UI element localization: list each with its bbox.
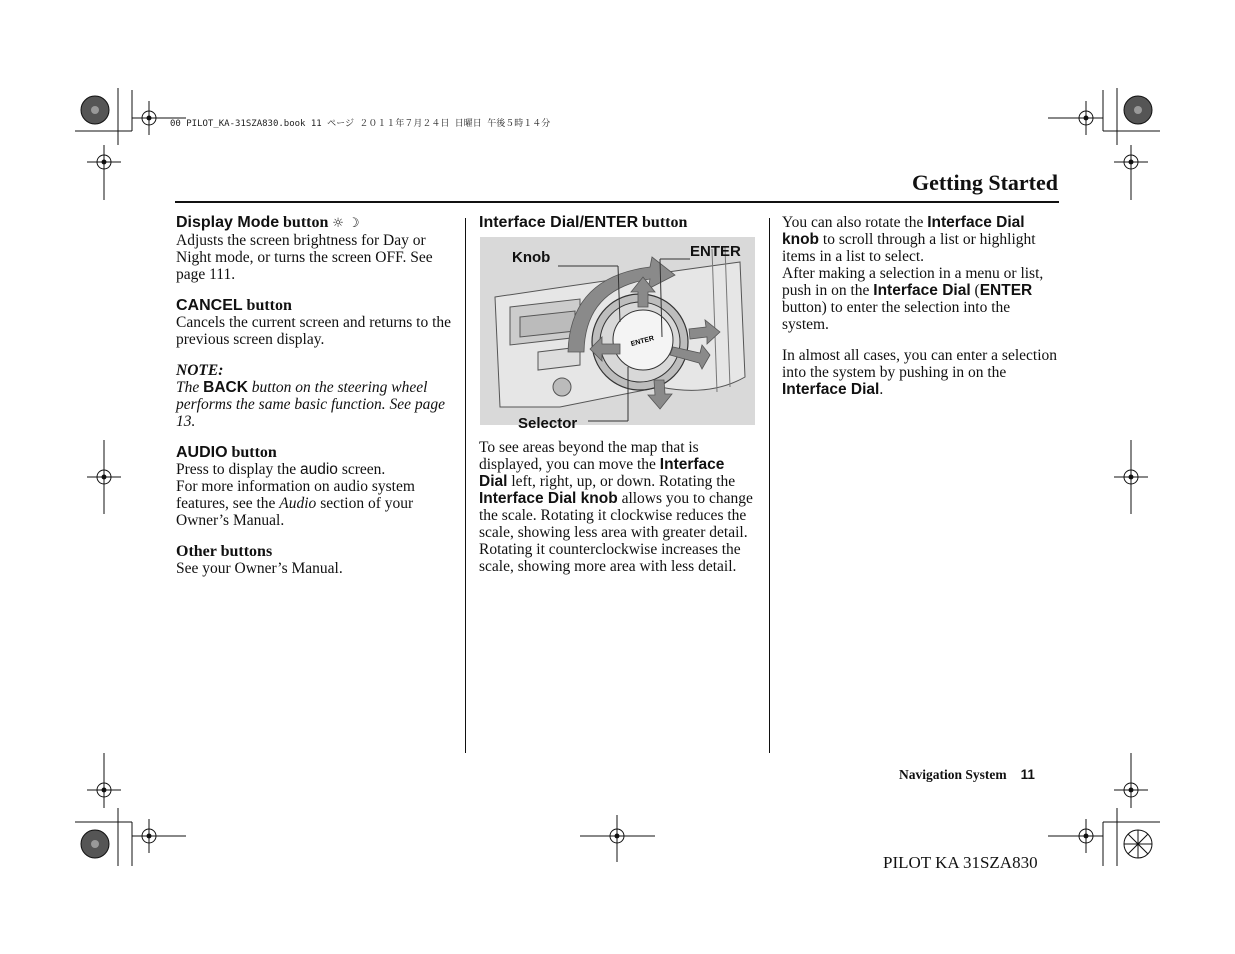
model-code: PILOT KA 31SZA830 bbox=[883, 853, 1038, 872]
print-file-header: 00 PILOT_KA-31SZA830.book 11 ページ ２０１１年７月２４日 日曜日 午後５時１４分 bbox=[170, 119, 551, 129]
column-2 bbox=[479, 214, 757, 589]
display-mode-heading: Display Mode button ☼ ☽ bbox=[176, 214, 360, 231]
enter-paragraph: In almost all cases, you can enter a selection into the system by pushing in on the Interface Dial. bbox=[782, 347, 1058, 398]
rotate-paragraph: You can also rotate the Interface Dial knob to scroll through a list or highlight items in a list to select. bbox=[782, 214, 1036, 265]
interface-dial-heading: Interface Dial/ENTER button bbox=[479, 214, 688, 231]
knob-label: Knob bbox=[512, 249, 551, 266]
interface-dial-figure bbox=[480, 237, 755, 432]
cancel-body: Cancels the current screen and returns to the previous screen display. bbox=[176, 314, 452, 348]
dial-enter-text: ENTER bbox=[630, 335, 655, 349]
enter-label: ENTER bbox=[690, 243, 741, 260]
interface-dial-body: To see areas beyond the map that is displayed, you can move the Interface Dial left, right, up, or down. Rotating the Interface Dial knob allows you to change the scale. Rotating it clockwise reduces the scale, showing less area with greater detail. Rotating it counterclockwise increases the scale, showing more area with less detail. bbox=[479, 439, 753, 575]
section-title: Getting Started bbox=[911, 170, 1058, 195]
page-number: 11 bbox=[1020, 767, 1035, 782]
footer-nav-label: Navigation System bbox=[899, 767, 1007, 782]
footer-navigation bbox=[899, 767, 1035, 783]
note-heading: NOTE: bbox=[176, 362, 224, 379]
column-divider-1 bbox=[465, 218, 466, 753]
column-1 bbox=[176, 214, 456, 591]
select-paragraph: After making a selection in a menu or list, push in on the Interface Dial (ENTER button) to enter the selection into the system. bbox=[782, 265, 1044, 333]
cancel-heading: CANCEL button bbox=[176, 297, 292, 314]
title-rule bbox=[175, 201, 1059, 203]
day-night-icon: ☼ ☽ bbox=[332, 216, 360, 231]
audio-heading: AUDIO button bbox=[176, 444, 277, 461]
selector-label: Selector bbox=[518, 415, 578, 432]
display-mode-body: Adjusts the screen brightness for Day or Night mode, or turns the screen OFF. See page 111. bbox=[176, 232, 433, 283]
other-buttons-heading: Other buttons bbox=[176, 543, 273, 560]
note-body: The BACK button on the steering wheel performs the same basic function. See page 13. bbox=[176, 379, 446, 430]
audio-body-2: For more information on audio system features, see the Audio section of your Owner’s Manual. bbox=[176, 478, 415, 529]
other-buttons-body: See your Owner’s Manual. bbox=[176, 560, 343, 577]
column-3 bbox=[782, 214, 1060, 412]
audio-body: Press to display the audio screen. bbox=[176, 461, 386, 478]
column-divider-2 bbox=[769, 218, 770, 753]
